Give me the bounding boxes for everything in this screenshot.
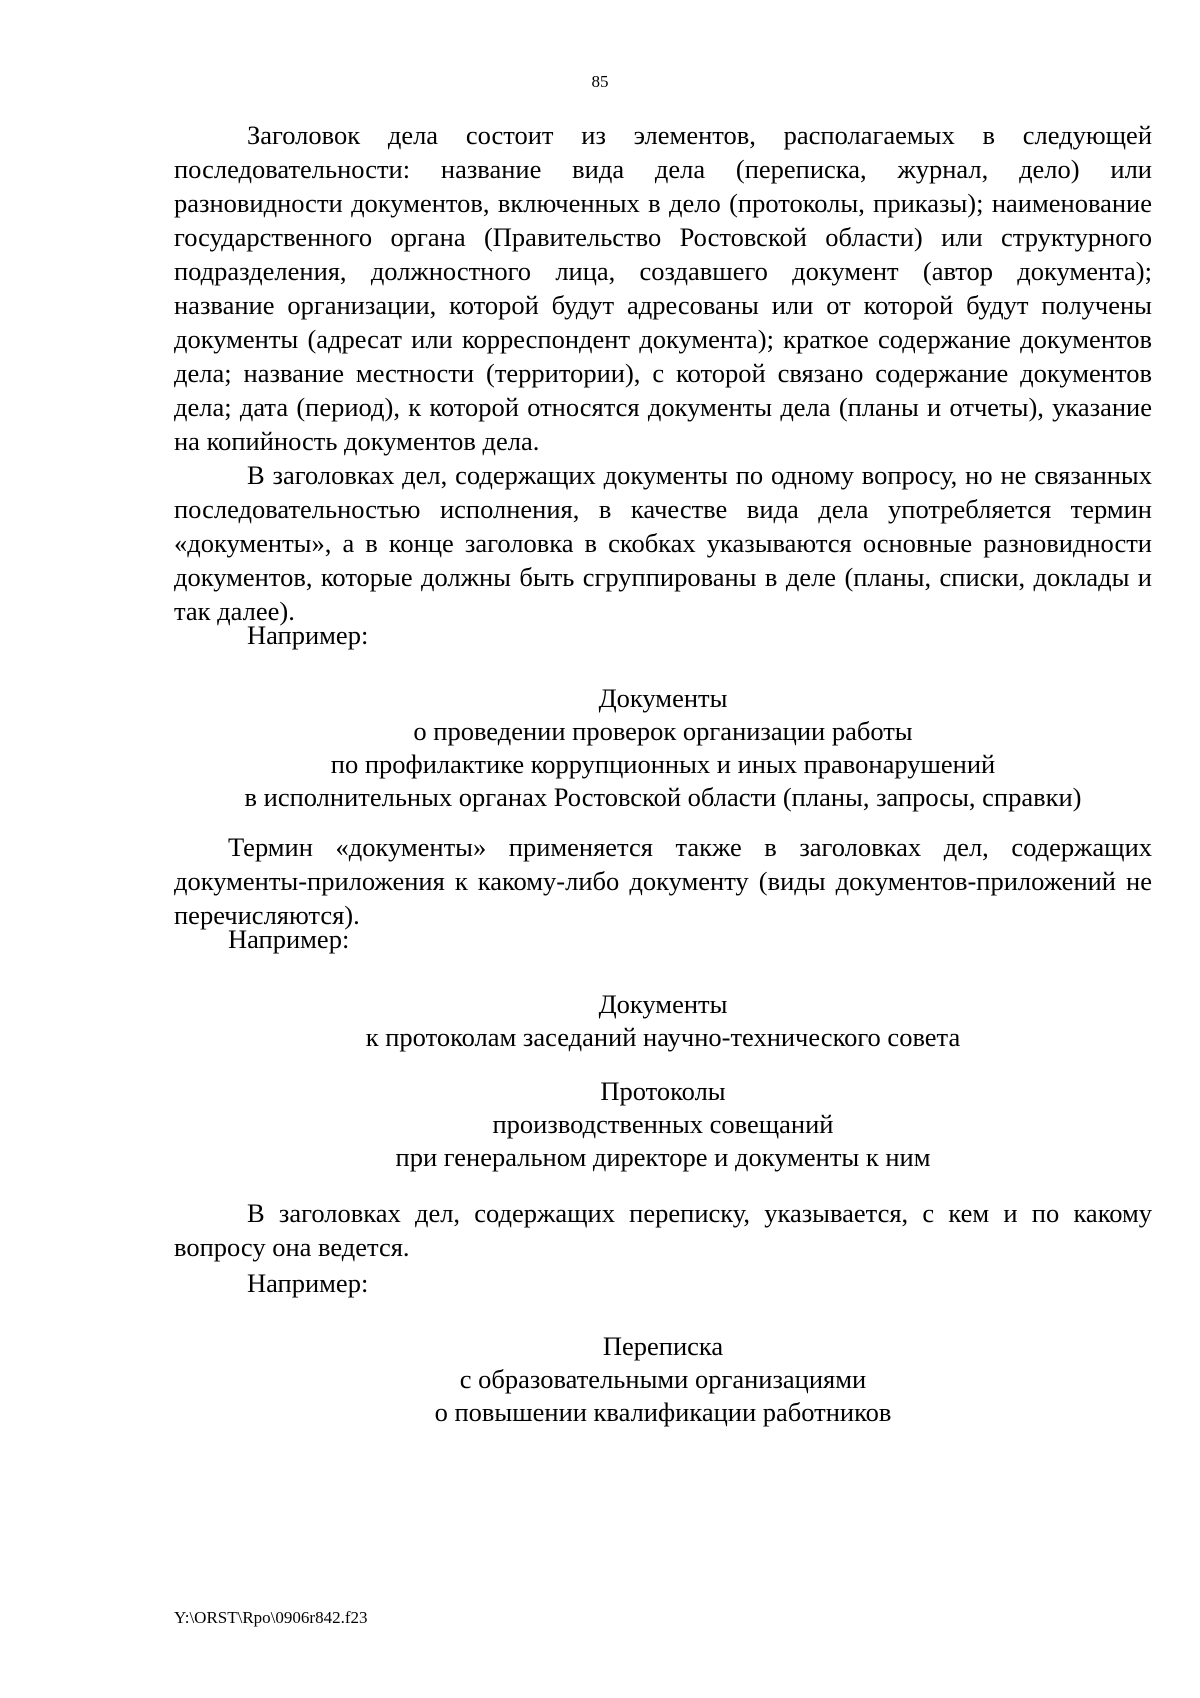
- for-example-label-2: [174, 922, 1152, 956]
- paragraph-documents-term: [174, 458, 1152, 628]
- footer-file-path: Y:\ORST\Rpo\0906r842.f23: [174, 1608, 368, 1627]
- for-example-label-3: [174, 1266, 1152, 1300]
- paragraph-correspondence: [174, 1196, 1152, 1264]
- example-line: по профилактике коррупционных и иных правонарушений: [330, 749, 996, 779]
- paragraph-text: В заголовках дел, содержащих переписку, указывается, с кем и по какому вопросу она ведется.: [174, 1198, 1152, 1262]
- for-example-label-1: [174, 618, 1152, 652]
- example-line: Документы: [598, 683, 728, 713]
- example-line: производственных совещаний: [492, 1109, 834, 1139]
- example-heading-1: [174, 682, 1152, 814]
- example-line: Переписка: [602, 1331, 724, 1361]
- for-example-text: Например:: [247, 1268, 369, 1298]
- example-heading-2: [174, 988, 1152, 1054]
- example-line: о повышении квалификации работников: [434, 1397, 892, 1427]
- paragraph-text: Заголовок дела состоит из элементов, располагаемых в следующей последовательности: название вида дела (переписка, журнал, дело) или разновидности документов, включенных в дело (протоколы, приказы); наименование государственного органа (Правительство Ростовской области) или структурного подразделения, должностного лица, создавшего документ (автор документа); название организации, которой будут адресованы или от которой будут получены документы (адресат или корреспондент документа); краткое содержание документов дела; название местности (территории), с которой связано содержание документов дела; дата (период), к которой относятся документы дела (планы и отчеты), указание на копийность документов дела.: [174, 120, 1152, 456]
- example-line: Протоколы: [600, 1076, 726, 1106]
- paragraph-attachments: [174, 830, 1152, 932]
- example-line: Документы: [598, 989, 728, 1019]
- paragraph-text: В заголовках дел, содержащих документы по одному вопросу, но не связанных последовательностью исполнения, в качестве вида дела употребляется термин «документы», а в конце заголовка в скобках указываются основные разновидности документов, которые должны быть сгруппированы в деле (планы, списки, доклады и так далее).: [174, 460, 1152, 626]
- example-line: в исполнительных органах Ростовской области (планы, запросы, справки): [244, 782, 1082, 812]
- paragraph-text: Термин «документы» применяется также в заголовках дел, содержащих документы-приложения к какому-либо документу (виды документов-приложений не перечисляются).: [174, 832, 1152, 930]
- for-example-text: Например:: [228, 924, 350, 954]
- example-line: к протоколам заседаний научно-технического совета: [365, 1022, 961, 1052]
- for-example-text: Например:: [247, 620, 369, 650]
- example-line: о проведении проверок организации работы: [413, 716, 913, 746]
- example-heading-3: [174, 1075, 1152, 1174]
- example-line: с образовательными организациями: [459, 1364, 867, 1394]
- page-number: 85: [591, 72, 609, 91]
- example-line: при генеральном директоре и документы к ним: [395, 1142, 931, 1172]
- example-heading-4: [174, 1330, 1152, 1429]
- paragraph-title-elements: [174, 118, 1152, 458]
